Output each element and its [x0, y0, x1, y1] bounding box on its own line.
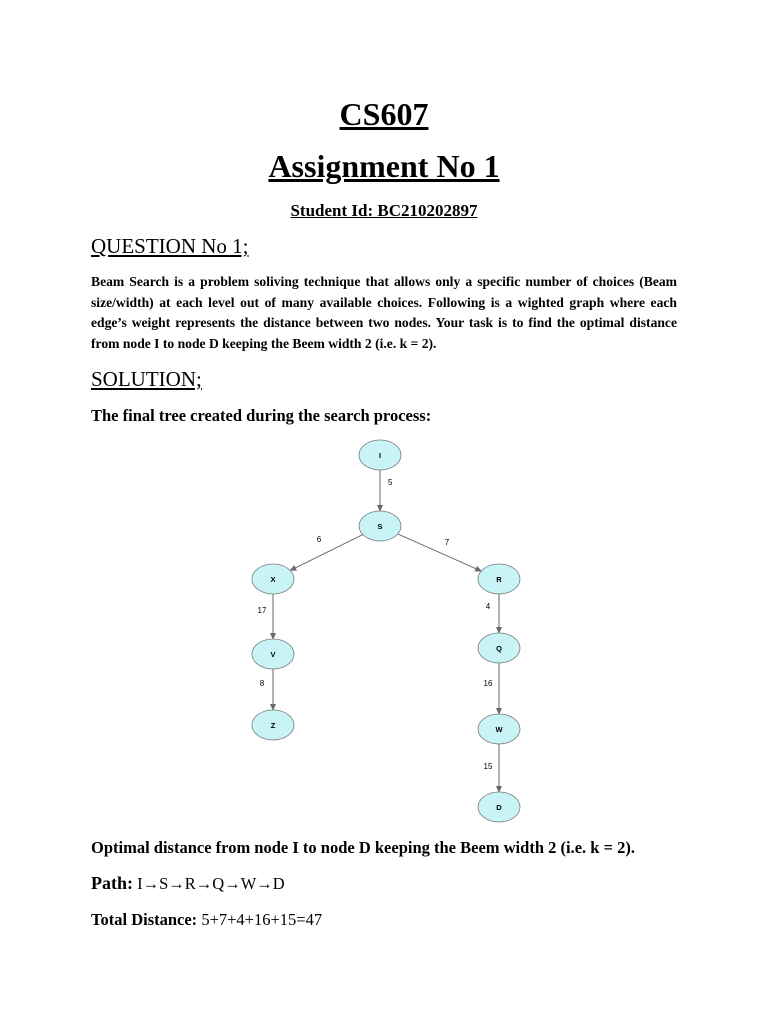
tree-node-label: W: [495, 725, 503, 734]
tree-node-label: Z: [270, 721, 276, 730]
tree-node-z: [252, 710, 294, 740]
edge-weight-i-s: 5: [388, 478, 393, 487]
total-distance-label: Total Distance:: [91, 910, 198, 929]
path-value: I→S→R→Q→W→D: [137, 874, 285, 893]
path-line: [91, 873, 285, 894]
tree-node-q: [478, 633, 520, 663]
tree-node-w: [478, 714, 520, 744]
edge-s-r: [398, 534, 481, 571]
tree-node-i: [359, 440, 401, 470]
tree-node-v: [252, 639, 294, 669]
tree-caption: The final tree created during the search process:: [91, 406, 432, 425]
tree-node-label: R: [496, 575, 502, 584]
tree-node-label: V: [270, 650, 276, 659]
total-distance-value: 5+7+4+16+15=47: [201, 910, 323, 929]
tree-node-label: Q: [496, 644, 502, 653]
assignment-title: Assignment No 1: [268, 148, 500, 184]
tree-node-label: D: [496, 803, 502, 812]
solution-heading: SOLUTION;: [91, 367, 202, 391]
path-label: Path:: [91, 873, 133, 893]
edge-weight-v-z: 8: [259, 679, 265, 688]
course-code: CS607: [339, 96, 429, 132]
edge-weight-s-x: 6: [316, 535, 322, 544]
tree-node-label: X: [270, 575, 276, 584]
edge-weight-r-q: 4: [485, 602, 491, 611]
optimal-distance-text: Optimal distance from node I to node D keeping the Beem width 2 (i.e. k = 2).: [91, 838, 635, 857]
edge-weight-x-v: 17: [257, 606, 267, 615]
total-distance-line: [91, 910, 322, 930]
tree-node-label: I: [378, 451, 382, 460]
question-text: Beam Search is a problem soliving technique that allows only a specific number of choices (Beam size/width) at each level out of many available choices. Following is a wighted graph where each edge’s weight represents the distance between two nodes. Your task is to find the optimal distance from node I to node D keeping the Beem width 2 (i.e. k = 2).: [91, 274, 677, 351]
tree-node-label: S: [377, 522, 383, 531]
student-id: Student Id: BC210202897: [290, 201, 478, 220]
edge-weight-s-r: 7: [444, 538, 450, 547]
edge-weight-w-d: 15: [483, 762, 493, 771]
question-heading: QUESTION No 1;: [91, 234, 249, 258]
tree-node-s: [359, 511, 401, 541]
edge-s-x: [290, 535, 362, 571]
tree-node-r: [478, 564, 520, 594]
tree-node-d: [478, 792, 520, 822]
tree-node-x: [252, 564, 294, 594]
edge-weight-q-w: 16: [483, 679, 493, 688]
